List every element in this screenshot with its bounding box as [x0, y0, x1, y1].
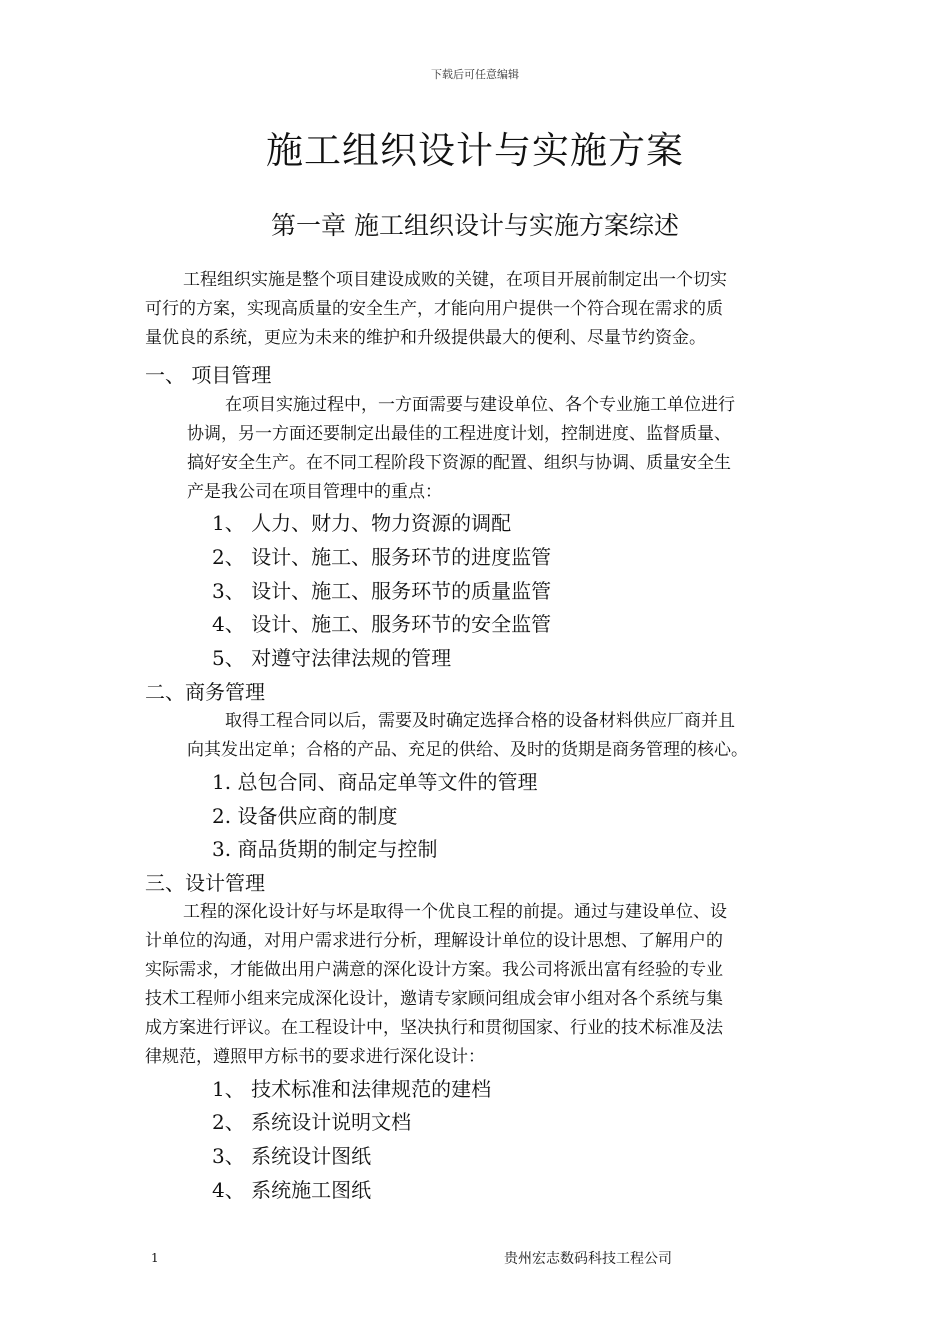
list-item: 4、 设计、施工、服务环节的安全监管	[212, 612, 552, 636]
section-title-business-management: 二、商务管理	[145, 680, 265, 704]
list-item: 1. 总包合同、商品定单等文件的管理	[212, 770, 538, 794]
list-item: 3、 系统设计图纸	[212, 1144, 372, 1168]
intro-paragraph	[145, 266, 727, 353]
list-item: 2、 设计、施工、服务环节的进度监管	[212, 545, 552, 569]
paragraph-line: 实际需求，才能做出用户满意的深化设计方案。我公司将派出富有经验的专业	[145, 960, 723, 980]
list-item: 2. 设备供应商的制度	[212, 804, 398, 828]
paragraph-line: 取得工程合同以后，需要及时确定选择合格的设备材料供应厂商并且	[225, 711, 735, 731]
paragraph-line: 成方案进行评议。在工程设计中，坚决执行和贯彻国家、行业的技术标准及法	[145, 1018, 723, 1038]
document-title: 施工组织设计与实施方案	[266, 129, 684, 172]
paragraph-line: 技术工程师小组来完成深化设计，邀请专家顾问组成会审小组对各个系统与集	[145, 989, 723, 1009]
paragraph-line: 向其发出定单；合格的产品、充足的供给、及时的货期是商务管理的核心。	[187, 740, 748, 760]
list-item: 5、 对遵守法律法规的管理	[212, 646, 452, 670]
paragraph-line: 计单位的沟通，对用户需求进行分析，理解设计单位的设计思想、了解用户的	[145, 931, 723, 951]
footer-company-name: 贵州宏志数码科技工程公司	[504, 1251, 672, 1267]
chapter-title: 第一章 施工组织设计与实施方案综述	[271, 211, 679, 240]
header-note: 下载后可任意编辑	[431, 68, 519, 81]
footer-page-number: 1	[151, 1251, 159, 1265]
list-item: 3. 商品货期的制定与控制	[212, 837, 438, 861]
paragraph-line: 工程的深化设计好与坏是取得一个优良工程的前提。通过与建设单位、设	[183, 902, 727, 922]
paragraph-line: 律规范，遵照甲方标书的要求进行深化设计：	[145, 1047, 485, 1067]
list-item: 2、 系统设计说明文档	[212, 1110, 412, 1134]
section-title-project-management: 一、 项目管理	[145, 363, 272, 387]
section-paragraph	[187, 707, 748, 765]
list-item: 3、 设计、施工、服务环节的质量监管	[212, 579, 552, 603]
paragraph-line: 可行的方案，实现高质量的安全生产，才能向用户提供一个符合现在需求的质	[145, 299, 723, 319]
section-paragraph	[145, 898, 727, 1072]
paragraph-line: 工程组织实施是整个项目建设成败的关键，在项目开展前制定出一个切实	[183, 270, 727, 290]
paragraph-line: 在项目实施过程中，一方面需要与建设单位、各个专业施工单位进行	[225, 395, 735, 415]
section-paragraph	[187, 391, 735, 507]
list-item: 1、 人力、财力、物力资源的调配	[212, 511, 512, 535]
paragraph-line: 产是我公司在项目管理中的重点：	[187, 482, 442, 502]
paragraph-line: 协调，另一方面还要制定出最佳的工程进度计划，控制进度、监督质量、	[187, 424, 731, 444]
section-title-design-management: 三、设计管理	[145, 871, 265, 895]
list-item: 4、 系统施工图纸	[212, 1178, 372, 1202]
paragraph-line: 量优良的系统，更应为未来的维护和升级提供最大的便利、尽量节约资金。	[145, 328, 706, 348]
list-item: 1、 技术标准和法律规范的建档	[212, 1077, 492, 1101]
paragraph-line: 搞好安全生产。在不同工程阶段下资源的配置、组织与协调、质量安全生	[187, 453, 731, 473]
